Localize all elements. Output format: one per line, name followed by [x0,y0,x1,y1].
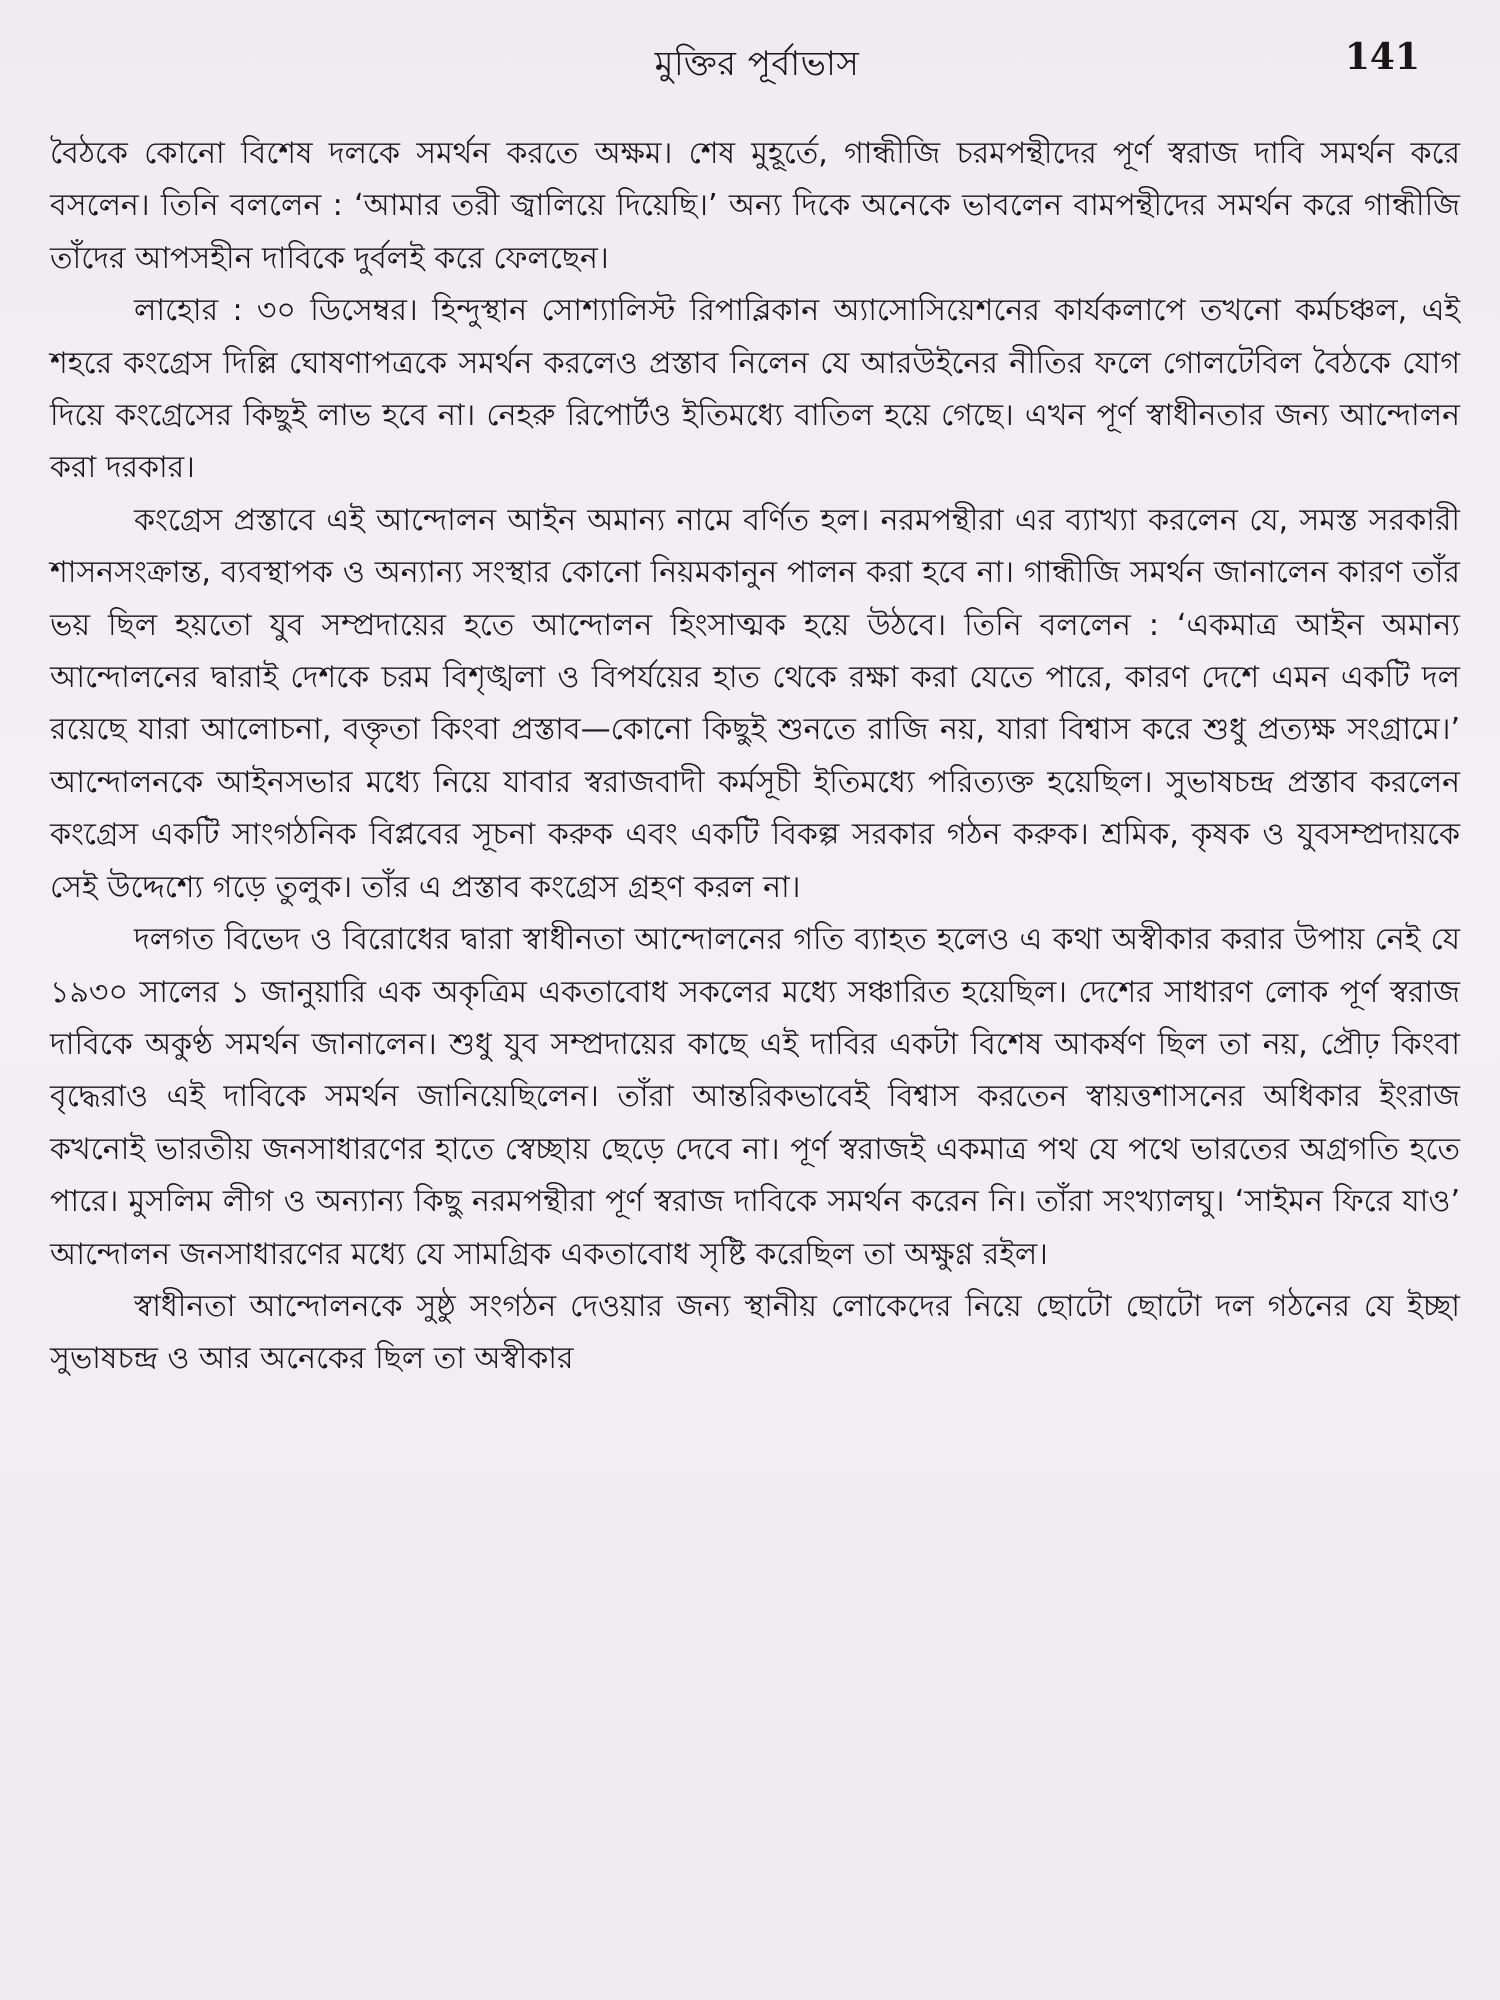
paragraph-lahore: লাহোর : ৩০ ডিসেম্বর। হিন্দুস্থান সোশ্যালিস্ট রিপাব্লিকান অ্যাসোসিয়েশনের কার্যকলাপে তখনো কর্মচঞ্চল, এই শহরে কংগ্রেস দিল্লি ঘোষণাপত্রকে সমর্থন করলেও প্রস্তাব নিলেন যে আরউইনের নীতির ফলে গোলটেবিল বৈঠকে যোগ দিয়ে কংগ্রেসের কিছুই লাভ হবে না। নেহরু রিপোর্টও ইতিমধ্যে বাতিল হয়ে গেছে। এখন পূর্ণ স্বাধীনতার জন্য আন্দোলন করা দরকার। [50,293,1460,486]
paragraph-unity: দলগত বিভেদ ও বিরোধের দ্বারা স্বাধীনতা আন্দোলনের গতি ব্যাহত হলেও এ কথা অস্বীকার করার উপায় নেই যে ১৯৩০ সালের ১ জানুয়ারি এক অকৃত্রিম একতাবোধ সকলের মধ্যে সঞ্চারিত হয়েছিল। দেশের সাধারণ লোক পূর্ণ স্বরাজ দাবিকে অকুণ্ঠ সমর্থন জানালেন। শুধু যুব সম্প্রদায়ের কাছে এই দাবির একটা বিশেষ আকর্ষণ ছিল তা নয়, প্রৌঢ় কিংবা বৃদ্ধেরাও এই দাবিকে সমর্থন জানিয়েছিলেন। তাঁরা আন্তরিকভাবেই বিশ্বাস করতেন স্বায়ত্তশাসনের অধিকার ইংরাজ কখনোই ভারতীয় জনসাধারণের হাতে স্বেচ্ছায় ছেড়ে দেবে না। পূর্ণ স্বরাজই একমাত্র পথ যে পথে ভারতের অগ্রগতি হতে পারে। মুসলিম লীগ ও অন্যান্য কিছু নরমপন্থীরা পূর্ণ স্বরাজ দাবিকে সমর্থন করেন নি। তাঁরা সংখ্যালঘু। ‘সাইমন ফিরে যাও’ আন্দোলন জনসাধারণের মধ্যে যে সামগ্রিক একতাবোধ সৃষ্টি করেছিল তা অক্ষুণ্ণ রইল। [50,922,1460,1272]
running-title: মুক্তির পূর্বাভাস [654,44,860,84]
page-number: 141 [1344,36,1420,78]
paragraph-continued: বৈঠকে কোনো বিশেষ দলকে সমর্থন করতে অক্ষম। শেষ মুহূর্তে, গান্ধীজি চরমপন্থীদের পূর্ণ স্বরাজ দাবি সমর্থন করে বসলেন। তিনি বললেন : ‘আমার তরী জ্বালিয়ে দিয়েছি।’ অন্য দিকে অনেকে ভাবলেন বামপন্থীদের সমর্থন করে গান্ধীজি তাঁদের আপসহীন দাবিকে দুর্বলই করে ফেলছেন। [50,136,1460,276]
paragraph-organisation: স্বাধীনতা আন্দোলনকে সুষ্ঠু সংগঠন দেওয়ার জন্য স্থানীয় লোকেদের নিয়ে ছোটো ছোটো দল গঠনের যে ইচ্ছা সুভাষচন্দ্র ও আর অনেকের ছিল তা অস্বীকার [50,1288,1460,1377]
paragraph-congress-resolution: কংগ্রেস প্রস্তাবে এই আন্দোলন আইন অমান্য নামে বর্ণিত হল। নরমপন্থীরা এর ব্যাখ্যা করলেন যে, সমস্ত সরকারী শাসনসংক্রান্ত, ব্যবস্থাপক ও অন্যান্য সংস্থার কোনো নিয়মকানুন পালন করা হবে না। গান্ধীজি সমর্থন জানালেন কারণ তাঁর ভয় ছিল হয়তো যুব সম্প্রদায়ের হতে আন্দোলন হিংসাত্মক হয়ে উঠবে। তিনি বললেন : ‘একমাত্র আইন অমান্য আন্দোলনের দ্বারাই দেশকে চরম বিশৃঙ্খলা ও বিপর্যয়ের হাত থেকে রক্ষা করা যেতে পারে, কারণ দেশে এমন একটি দল রয়েছে যারা আলোচনা, বক্তৃতা কিংবা প্রস্তাব—কোনো কিছুই শুনতে রাজি নয়, যারা বিশ্বাস করে শুধু প্রত্যক্ষ সংগ্রামে।’ আন্দোলনকে আইনসভার মধ্যে নিয়ে যাবার স্বরাজবাদী কর্মসূচী ইতিমধ্যে পরিত্যক্ত হয়েছিল। সুভাষচন্দ্র প্রস্তাব করলেন কংগ্রেস একটি সাংগঠনিক বিপ্লবের সূচনা করুক এবং একটি বিকল্প সরকার গঠন করুক। শ্রমিক, কৃষক ও যুবসম্প্রদায়কে সেই উদ্দেশ্যে গড়ে তুলুক। তাঁর এ প্রস্তাব কংগ্রেস গ্রহণ করল না। [50,502,1460,905]
body-text [50,128,1460,1386]
running-header [50,0,1464,100]
